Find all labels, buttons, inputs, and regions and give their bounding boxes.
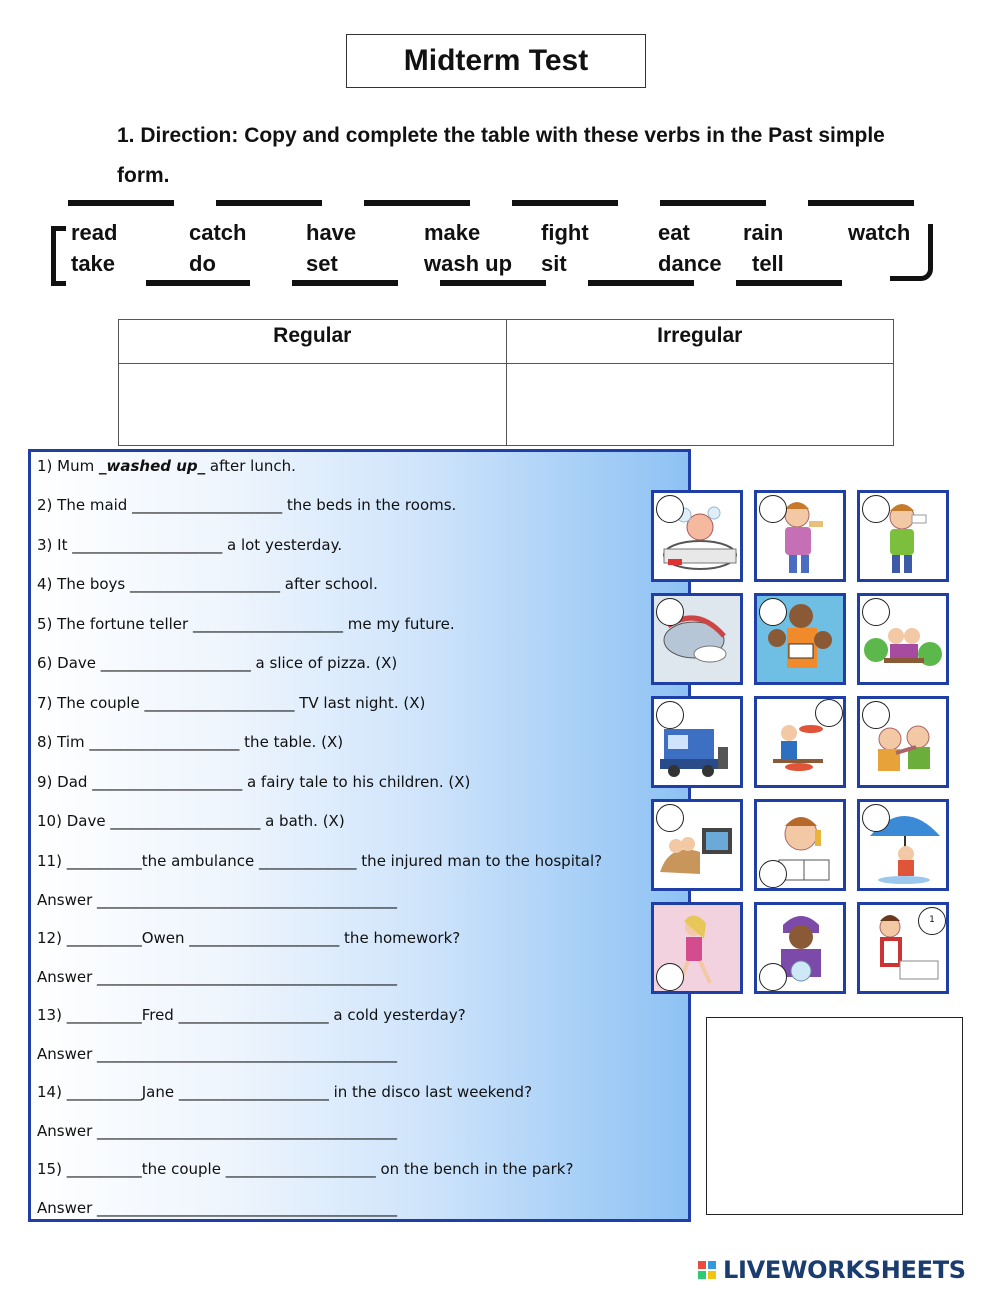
verb-word: catch bbox=[189, 220, 247, 245]
example-answer: _washed up_ bbox=[99, 457, 206, 475]
verb-word: take bbox=[71, 251, 116, 276]
answer-circle[interactable] bbox=[656, 804, 684, 832]
page-title: Midterm Test bbox=[346, 34, 646, 88]
rain-icon bbox=[857, 799, 949, 891]
exercise-line[interactable]: 15) __________the couple ____________________ on the bench in the park? bbox=[37, 1160, 574, 1178]
logo-text: LIVEWORKSHEETS bbox=[723, 1256, 966, 1284]
exercise-line[interactable]: 11) __________the ambulance _____________ the injured man to the hospital? bbox=[37, 852, 603, 870]
exercise-line[interactable]: 9) Dad ____________________ a fairy tale to his children. (X) bbox=[37, 773, 471, 791]
boy-setting-table-icon bbox=[754, 696, 846, 788]
direction-text: 1. Direction: Copy and complete the table with these verbs in the Past simple form. bbox=[117, 124, 885, 187]
verb-word: watch bbox=[848, 220, 911, 245]
exercise-line[interactable]: 13) __________Fred ____________________ a cold yesterday? bbox=[37, 1006, 466, 1024]
verb-word: wash up bbox=[424, 251, 513, 276]
verb-word: eat bbox=[658, 220, 690, 245]
answer-circle[interactable] bbox=[862, 598, 890, 626]
answer-line[interactable]: Answer ________________________________________ bbox=[37, 968, 398, 986]
verb-word: tell bbox=[752, 251, 784, 276]
boys-fighting-icon bbox=[857, 696, 949, 788]
boy-eating-icon bbox=[754, 490, 846, 582]
answer-circle[interactable] bbox=[656, 598, 684, 626]
exercise-line-1: 1) Mum _washed up_ after lunch. bbox=[37, 457, 296, 475]
answer-circle[interactable] bbox=[759, 860, 787, 888]
couple-bench-icon bbox=[857, 593, 949, 685]
girl-dancing-icon bbox=[651, 902, 743, 994]
verb-word: dance bbox=[658, 251, 722, 276]
answer-circle[interactable] bbox=[656, 963, 684, 991]
exercise-line[interactable]: 2) The maid ____________________ the beds in the rooms. bbox=[37, 496, 457, 514]
regular-answer-cell[interactable] bbox=[119, 364, 507, 446]
exercise-line[interactable]: 7) The couple ____________________ TV last night. (X) bbox=[37, 694, 426, 712]
answer-circle-marked[interactable]: 1 bbox=[918, 907, 946, 935]
answer-box[interactable] bbox=[706, 1017, 963, 1215]
verb-word: have bbox=[306, 220, 357, 245]
answer-line[interactable]: Answer ________________________________________ bbox=[37, 891, 398, 909]
answer-circle[interactable] bbox=[656, 701, 684, 729]
verb-table bbox=[118, 319, 894, 446]
irregular-header: Irregular bbox=[506, 320, 894, 364]
verb-word: rain bbox=[743, 220, 784, 245]
exercise-line[interactable]: 12) __________Owen ____________________ the homework? bbox=[37, 929, 461, 947]
couple-watching-tv-icon bbox=[651, 799, 743, 891]
answer-circle[interactable] bbox=[656, 495, 684, 523]
liveworksheets-logo bbox=[697, 1253, 966, 1287]
verb-word: fight bbox=[541, 220, 589, 245]
father-reading-icon bbox=[754, 593, 846, 685]
exercise-panel bbox=[28, 449, 691, 1222]
regular-header: Regular bbox=[119, 320, 507, 364]
answer-circle[interactable] bbox=[862, 701, 890, 729]
boy-cold-icon bbox=[857, 490, 949, 582]
answer-line[interactable]: Answer ________________________________________ bbox=[37, 1199, 398, 1217]
answer-circle[interactable] bbox=[759, 963, 787, 991]
exercise-line[interactable]: 3) It ____________________ a lot yesterday. bbox=[37, 536, 343, 554]
exercise-line[interactable]: 6) Dave ____________________ a slice of pizza. (X) bbox=[37, 654, 398, 672]
verb-word: read bbox=[71, 220, 118, 245]
washing-dishes-icon bbox=[651, 593, 743, 685]
verb-word: set bbox=[306, 251, 338, 276]
exercise-line[interactable]: 8) Tim ____________________ the table. (X) bbox=[37, 733, 344, 751]
answer-circle[interactable] bbox=[862, 804, 890, 832]
answer-line[interactable]: Answer ________________________________________ bbox=[37, 1122, 398, 1140]
fortune-teller-icon bbox=[754, 902, 846, 994]
logo-grid-icon bbox=[697, 1260, 719, 1280]
answer-circle[interactable] bbox=[862, 495, 890, 523]
answer-circle[interactable] bbox=[815, 699, 843, 727]
exercise-line[interactable]: 4) The boys ____________________ after school. bbox=[37, 575, 378, 593]
answer-line[interactable]: Answer ________________________________________ bbox=[37, 1045, 398, 1063]
ambulance-icon bbox=[651, 696, 743, 788]
exercise-line[interactable]: 14) __________Jane ____________________ in the disco last weekend? bbox=[37, 1083, 533, 1101]
answer-circle[interactable] bbox=[759, 495, 787, 523]
exercise-line[interactable]: 5) The fortune teller ____________________ me my future. bbox=[37, 615, 455, 633]
verb-word: sit bbox=[541, 251, 567, 276]
maid-icon bbox=[857, 902, 949, 994]
boy-homework-icon bbox=[754, 799, 846, 891]
irregular-answer-cell[interactable] bbox=[506, 364, 894, 446]
verb-word: do bbox=[189, 251, 216, 276]
bath-boy-icon bbox=[651, 490, 743, 582]
verb-word: make bbox=[424, 220, 481, 245]
exercise-line[interactable]: 10) Dave ____________________ a bath. (X) bbox=[37, 812, 345, 830]
answer-circle[interactable] bbox=[759, 598, 787, 626]
